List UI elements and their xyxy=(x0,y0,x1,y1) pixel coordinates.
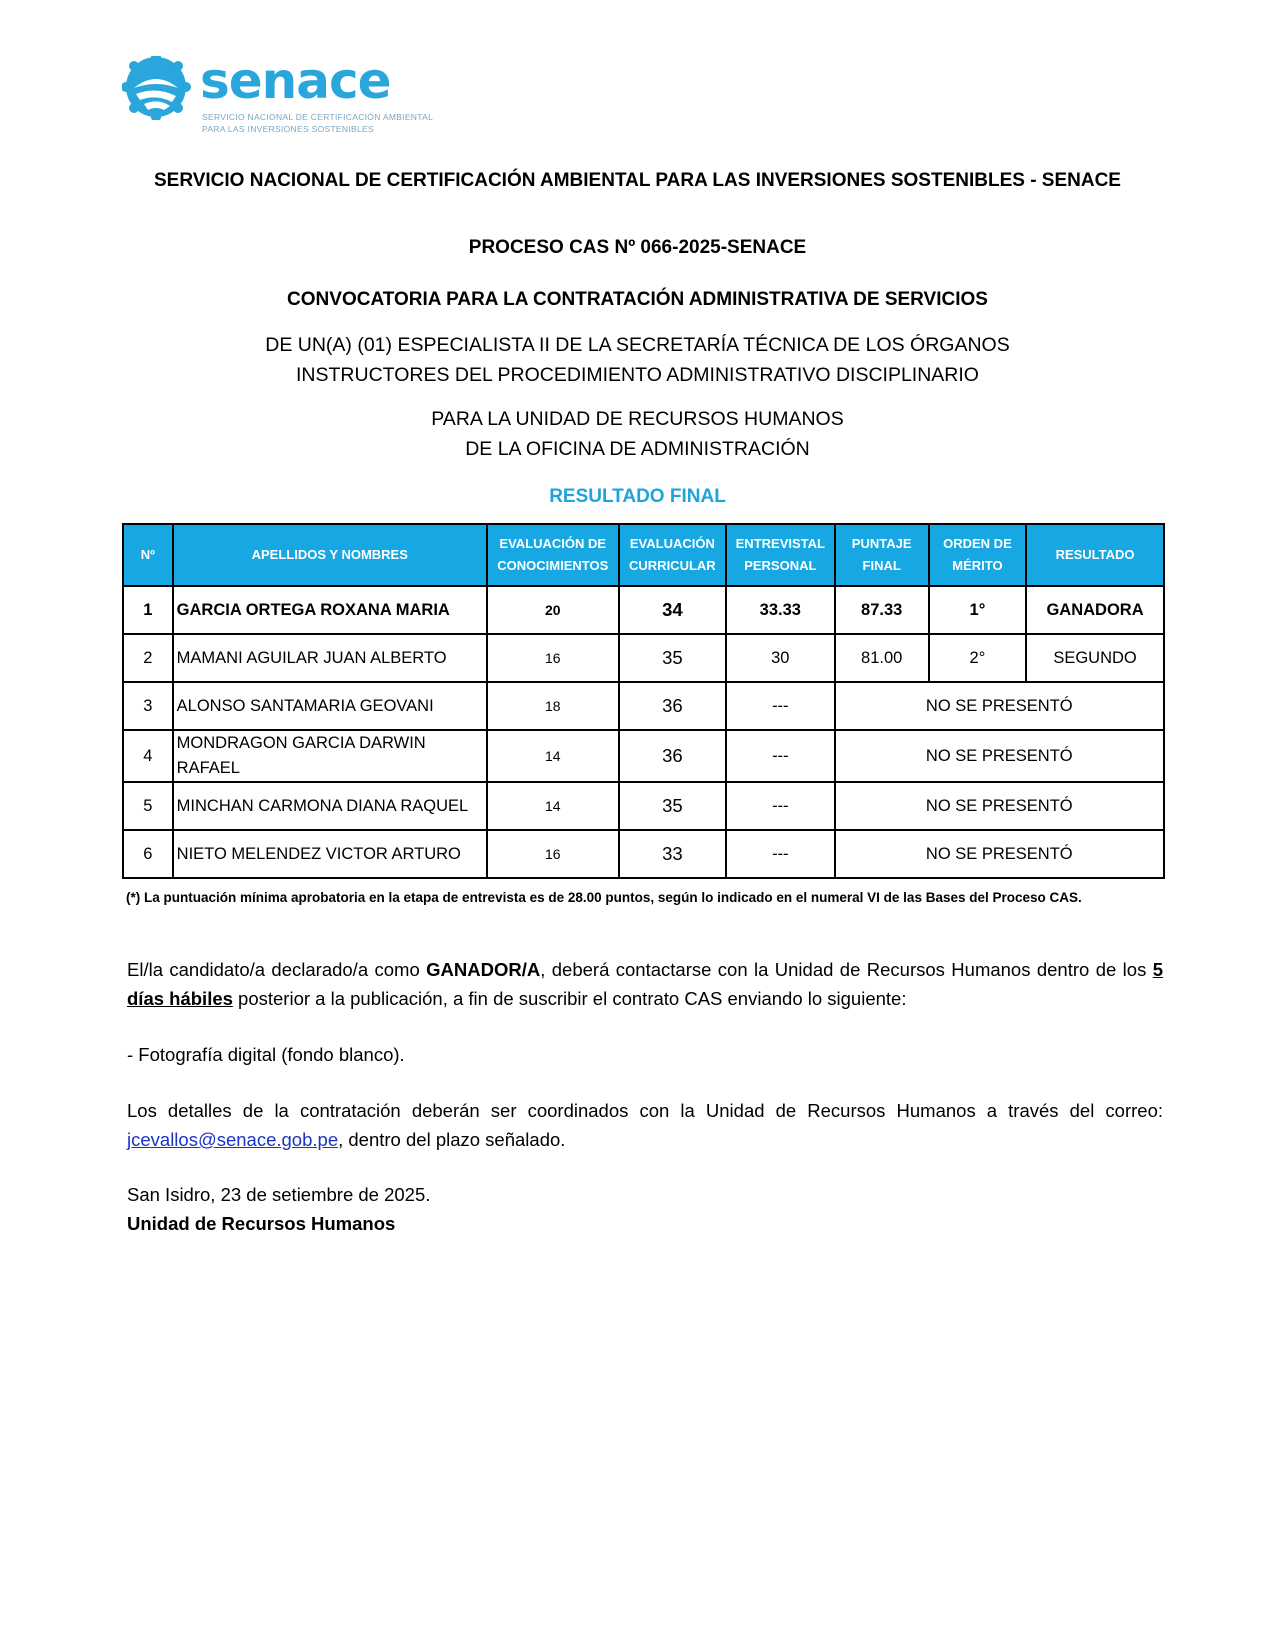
senace-emblem-icon xyxy=(122,56,194,120)
cell-name: ALONSO SANTAMARIA GEOVANI xyxy=(173,682,487,730)
signature-line: Unidad de Recursos Humanos xyxy=(127,1213,396,1234)
logo-subtitle-line1: SERVICIO NACIONAL DE CERTIFICACIÓN AMBIENTAL xyxy=(202,112,434,122)
position-line-2: INSTRUCTORES DEL PROCEDIMIENTO ADMINISTRATIVO DISCIPLINARIO xyxy=(296,364,979,386)
table-row xyxy=(123,830,1164,878)
cell-num: 6 xyxy=(123,830,173,878)
cell-curricular: 34 xyxy=(619,586,726,634)
table-header-row xyxy=(123,524,1164,586)
contact-email-link[interactable]: jcevallos@senace.gob.pe xyxy=(127,1129,339,1150)
cell-curricular: 36 xyxy=(619,730,726,782)
cell-conocimientos: 14 xyxy=(487,782,619,830)
position-line-1: DE UN(A) (01) ESPECIALISTA II DE LA SECRETARÍA TÉCNICA DE LOS ÓRGANOS xyxy=(265,334,1010,356)
cell-name: MAMANI AGUILAR JUAN ALBERTO xyxy=(173,634,487,682)
logo-wordmark: senace xyxy=(200,52,391,110)
cell-conocimientos: 20 xyxy=(487,586,619,634)
unit-line-2: DE LA OFICINA DE ADMINISTRACIÓN xyxy=(465,438,810,460)
cell-conocimientos: 18 xyxy=(487,682,619,730)
logo-subtitle-line2: PARA LAS INVERSIONES SOSTENIBLES xyxy=(202,124,374,134)
result-title: RESULTADO FINAL xyxy=(549,486,726,507)
results-table xyxy=(122,523,1165,879)
table-row xyxy=(123,634,1164,682)
cell-conocimientos: 16 xyxy=(487,634,619,682)
cell-num: 1 xyxy=(123,586,173,634)
cell-curricular: 35 xyxy=(619,634,726,682)
contact-paragraph: Los detalles de la contratación deberán ser coordinados con la Unidad de Recursos Humanos a través del correo: jcevallos@senace.gob.pe, dentro del plazo señalado. xyxy=(127,1100,1163,1150)
cell-status: NO SE PRESENTÓ xyxy=(835,730,1164,782)
col-header-conocimientos: EVALUACIÓN DE CONOCIMIENTOS xyxy=(487,524,619,586)
col-header-orden: ORDEN DE MÉRITO xyxy=(929,524,1026,586)
winner-label: GANADOR/A xyxy=(426,959,541,980)
senace-logo xyxy=(122,52,434,136)
unit-line-1: PARA LA UNIDAD DE RECURSOS HUMANOS xyxy=(431,408,844,430)
cell-entrevista: --- xyxy=(726,682,834,730)
cell-entrevista: 33.33 xyxy=(726,586,834,634)
cell-entrevista: --- xyxy=(726,830,834,878)
col-header-entrevista: ENTREVISTAL PERSONAL xyxy=(726,524,834,586)
cell-status: NO SE PRESENTÓ xyxy=(835,682,1164,730)
table-row xyxy=(123,782,1164,830)
table-row xyxy=(123,730,1164,782)
cell-curricular: 36 xyxy=(619,682,726,730)
col-header-curricular: EVALUACIÓN CURRICULAR xyxy=(619,524,726,586)
cell-num: 2 xyxy=(123,634,173,682)
closing xyxy=(127,1180,1163,1238)
footnote: (*) La puntuación mínima aprobatoria en la etapa de entrevista es de 28.00 puntos, según lo indicado en el numeral VI de las Bases del Proceso CAS. xyxy=(126,890,1082,905)
cell-status: NO SE PRESENTÓ xyxy=(835,782,1164,830)
col-header-puntaje: PUNTAJE FINAL xyxy=(835,524,929,586)
cell-curricular: 35 xyxy=(619,782,726,830)
col-header-num: Nº xyxy=(123,524,173,586)
cell-name: MINCHAN CARMONA DIANA RAQUEL xyxy=(173,782,487,830)
table-row xyxy=(123,682,1164,730)
convocatoria-title: CONVOCATORIA PARA LA CONTRATACIÓN ADMINISTRATIVA DE SERVICIOS xyxy=(287,289,988,310)
requirement-item: - Fotografía digital (fondo blanco). xyxy=(127,1044,405,1065)
cell-num: 4 xyxy=(123,730,173,782)
process-title: PROCESO CAS Nº 066-2025-SENACE xyxy=(468,237,807,258)
cell-orden: 2° xyxy=(929,634,1026,682)
col-header-resultado: RESULTADO xyxy=(1026,524,1164,586)
cell-entrevista: --- xyxy=(726,730,834,782)
cell-resultado: SEGUNDO xyxy=(1026,634,1164,682)
cell-puntaje: 87.33 xyxy=(835,586,929,634)
cell-puntaje: 81.00 xyxy=(835,634,929,682)
cell-entrevista: 30 xyxy=(726,634,834,682)
date-line: San Isidro, 23 de setiembre de 2025. xyxy=(127,1184,431,1205)
cell-entrevista: --- xyxy=(726,782,834,830)
cell-name: NIETO MELENDEZ VICTOR ARTURO xyxy=(173,830,487,878)
cell-num: 3 xyxy=(123,682,173,730)
cell-curricular: 33 xyxy=(619,830,726,878)
cell-status: NO SE PRESENTÓ xyxy=(835,830,1164,878)
cell-conocimientos: 16 xyxy=(487,830,619,878)
cell-conocimientos: 14 xyxy=(487,730,619,782)
table-row xyxy=(123,586,1164,634)
cell-resultado: GANADORA xyxy=(1026,586,1164,634)
cell-orden: 1° xyxy=(929,586,1026,634)
cell-num: 5 xyxy=(123,782,173,830)
cell-name: MONDRAGON GARCIA DARWIN RAFAEL xyxy=(173,730,487,782)
organization-title: SERVICIO NACIONAL DE CERTIFICACIÓN AMBIENTAL PARA LAS INVERSIONES SOSTENIBLES - SENACE xyxy=(154,170,1121,191)
deadline-label: 5 días hábiles xyxy=(127,959,1164,1009)
col-header-name: APELLIDOS Y NOMBRES xyxy=(173,524,487,586)
cell-name: GARCIA ORTEGA ROXANA MARIA xyxy=(173,586,487,634)
winner-instructions: El/la candidato/a declarado/a como GANADOR/A, deberá contactarse con la Unidad de Recursos Humanos dentro de los 5 días hábiles posterior a la publicación, a fin de suscribir el contrato CAS enviando lo siguiente: xyxy=(127,959,1164,1009)
